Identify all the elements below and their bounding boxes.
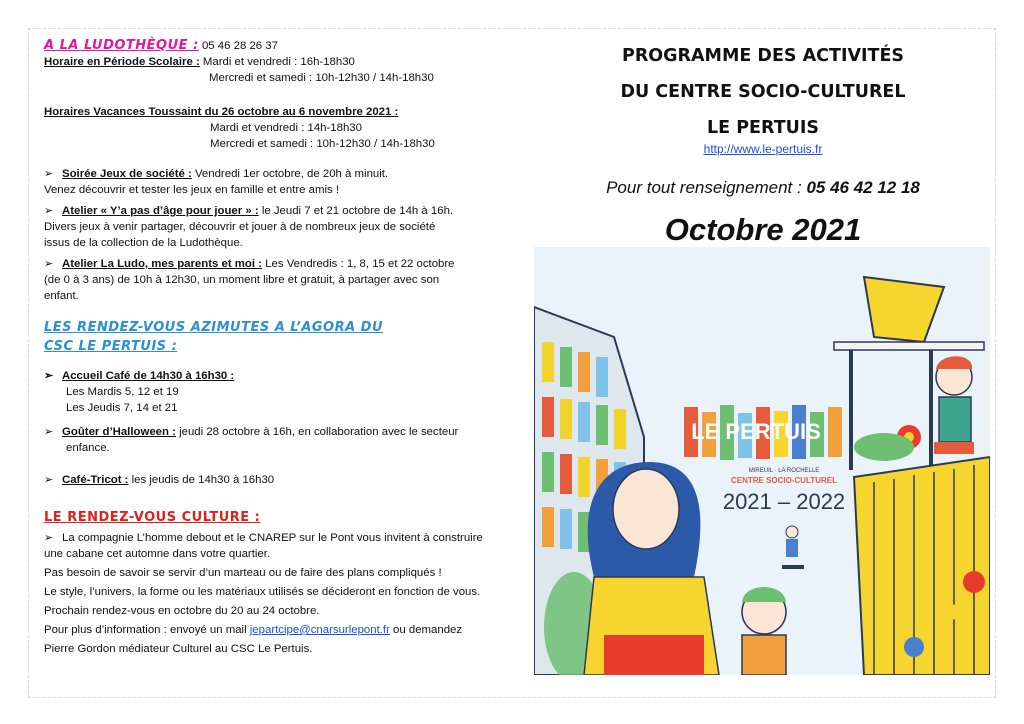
agora-item-text: Les Mardis 5, 12 et 19 <box>66 386 179 398</box>
logo-subtitle: MIREUIL · LA ROCHELLE <box>748 468 820 474</box>
culture-contact <box>44 622 524 638</box>
logo-text: LE PERTUIS <box>691 419 821 444</box>
poster-illustration <box>534 247 990 675</box>
holiday-hours-line1: Mardi et vendredi : 14h-18h30 <box>210 122 362 134</box>
culture-text: Pour plus d’information : envoyé un mail <box>44 624 250 636</box>
holiday-hours-label: Horaires Vacances Toussaint du 26 octobre au 6 novembre 2021 : <box>44 106 399 118</box>
contact-phone: 05 46 42 12 18 <box>806 178 920 197</box>
logo-centre-name: CENTRE SOCIO-CULTUREL <box>730 476 838 485</box>
school-hours-line1: Mardi et vendredi : 16h-18h30 <box>199 56 355 68</box>
culture-text: Pierre Gordon médiateur Culturel au CSC Le Pertuis. <box>44 643 313 655</box>
school-hours <box>44 54 524 70</box>
culture-text: Pas besoin de savoir se servir d’un marteau ou de faire des plans compliqués ! <box>44 567 442 579</box>
agora-heading: LES RENDEZ-VOUS AZIMUTES A L’AGORA DU <box>44 320 384 335</box>
event-text: Venez découvrir et tester les jeux en famille et entre amis ! <box>44 184 340 196</box>
contact-label: Pour tout renseignement : <box>606 178 807 197</box>
school-hours-line2: Mercredi et samedi : 10h-12h30 / 14h-18h30 <box>209 72 434 84</box>
poster-svg <box>534 247 990 675</box>
event-atelier-age <box>44 203 524 219</box>
right-column <box>534 38 992 248</box>
agora-item-text: enfance. <box>66 442 110 454</box>
agora-item-halloween <box>44 424 524 440</box>
event-title: Atelier La Ludo, mes parents et moi : <box>62 258 263 270</box>
event-title: Soirée Jeux de société : <box>62 168 192 180</box>
ludotheque-header <box>44 38 524 54</box>
event-text: Les Vendredis : 1, 8, 15 et 22 octobre <box>262 258 455 270</box>
culture-heading: LE RENDEZ-VOUS CULTURE : <box>44 510 261 525</box>
agora-item-text: Les Jeudis 7, 14 et 21 <box>66 402 178 414</box>
event-text: (de 0 à 3 ans) de 10h à 12h30, un moment libre et gratuit, à partager avec son <box>44 274 440 286</box>
culture-text: Le style, l’univers, la forme ou les matériaux utilisés se décideront en fonction de vous. <box>44 586 481 598</box>
agora-item-tricot <box>44 472 524 488</box>
ludotheque-heading: A LA LUDOTHÈQUE : <box>44 38 199 53</box>
event-title: Atelier « Y’a pas d’âge pour jouer » : <box>62 205 259 217</box>
event-text: Divers jeux à venir partager, découvrir et jouer à de nombreux jeux de société <box>44 221 436 233</box>
website-link[interactable]: http://www.le-pertuis.fr <box>703 142 823 156</box>
agora-item-text: jeudi 28 octobre à 16h, en collaboration avec le secteur <box>175 426 459 438</box>
program-title: PROGRAMME DES ACTIVITÉS <box>622 46 904 66</box>
boy-figure <box>934 356 974 454</box>
month-title: Octobre 2021 <box>664 212 862 247</box>
culture-text: une cabane cet automne dans votre quartier. <box>44 548 271 560</box>
culture-text: Prochain rendez-vous en octobre du 20 au 24 octobre. <box>44 605 320 617</box>
event-ludo-parents <box>44 256 524 272</box>
logo-years: 2021 – 2022 <box>722 489 846 514</box>
left-column <box>44 38 524 657</box>
event-text: le Jeudi 7 et 21 octobre de 14h à 16h. <box>258 205 454 217</box>
agora-heading-line2: CSC LE PERTUIS : <box>44 339 178 354</box>
email-link[interactable]: jepartcipe@cnarsurlepont.fr <box>249 624 390 636</box>
ludotheque-phone: 05 46 28 26 37 <box>198 40 278 52</box>
agora-item-title: Café-Tricot : <box>62 474 129 486</box>
event-text: issus de la collection de la Ludothèque. <box>44 237 243 249</box>
school-hours-label: Horaire en Période Scolaire : <box>44 56 200 68</box>
agora-item-text: les jeudis de 14h30 à 16h30 <box>128 474 275 486</box>
contact-info <box>534 178 992 198</box>
event-text: enfant. <box>44 290 79 302</box>
program-title-line3: LE PERTUIS <box>707 118 819 138</box>
culture-text: ou demandez <box>389 624 463 636</box>
culture-text: ➢ La compagnie L’homme debout et le CNAREP sur le Pont vous invitent à construire <box>44 530 524 546</box>
event-text: Vendredi 1er octobre, de 20h à minuit. <box>191 168 389 180</box>
agora-item-title: Goûter d’Halloween : <box>62 426 176 438</box>
agora-item-cafe: ➢ Accueil Café de 14h30 à 16h30 : <box>44 368 524 384</box>
event-game-night <box>44 166 524 182</box>
program-title-line2: DU CENTRE SOCIO-CULTUREL <box>620 82 906 102</box>
holiday-hours-line2: Mercredi et samedi : 10h-12h30 / 14h-18h30 <box>210 138 435 150</box>
